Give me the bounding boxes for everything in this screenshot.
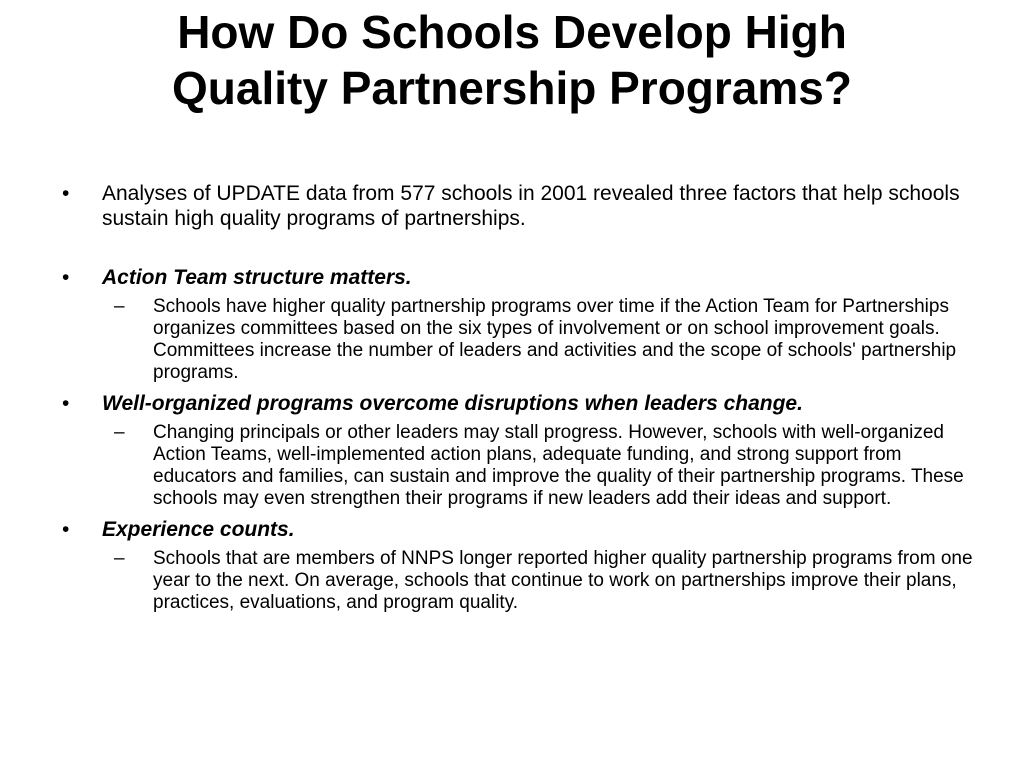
title-line-1: How Do Schools Develop High (177, 6, 847, 58)
bullet-text: Experience counts. (102, 518, 295, 541)
sub-item-action-team (114, 296, 975, 384)
sub-text: Changing principals or other leaders may stall progress. However, schools with well-organized Action Teams, well-implemented action plans, adequate funding, and strong support from educators and families, can sustain and improve the quality of their partnership programs. These schools may even strengthen their programs if new leaders add their ideas and support. (153, 422, 964, 509)
bullet-text: Action Team structure matters. (102, 266, 412, 289)
sub-text: Schools have higher quality partnership programs over time if the Action Team for Partnerships organizes committees based on the six types of involvement or on school improvement goals. Committees increase the number of leaders and activities and the scope of schools' partnership programs. (153, 296, 957, 383)
slide-title (40, 4, 984, 116)
sub-item-well-organized (114, 422, 975, 510)
bullet-marker: • (62, 266, 70, 289)
sub-marker: – (114, 548, 125, 569)
bullet-marker: • (62, 392, 70, 415)
bullet-item-well-organized (62, 391, 1002, 416)
bullet-marker: • (62, 182, 70, 205)
bullet-marker: • (62, 518, 70, 541)
sub-marker: – (114, 422, 125, 443)
title-line-2: Quality Partnership Programs? (172, 62, 852, 114)
bullet-item-experience (62, 517, 1002, 542)
bullet-list (62, 181, 1002, 614)
sub-item-experience (114, 548, 975, 614)
sub-marker: – (114, 296, 125, 317)
bullet-text: Analyses of UPDATE data from 577 schools in 2001 revealed three factors that help schools sustain high quality programs of partnerships. (102, 182, 960, 230)
sub-text: Schools that are members of NNPS longer reported higher quality partnership programs from one year to the next. On average, schools that continue to work on partnerships improve their plans, practices, evaluations, and program quality. (153, 548, 973, 613)
bullet-item-action-team (62, 265, 1002, 290)
bullet-text: Well-organized programs overcome disruptions when leaders change. (102, 392, 803, 415)
bullet-item-analyses (62, 181, 1002, 231)
